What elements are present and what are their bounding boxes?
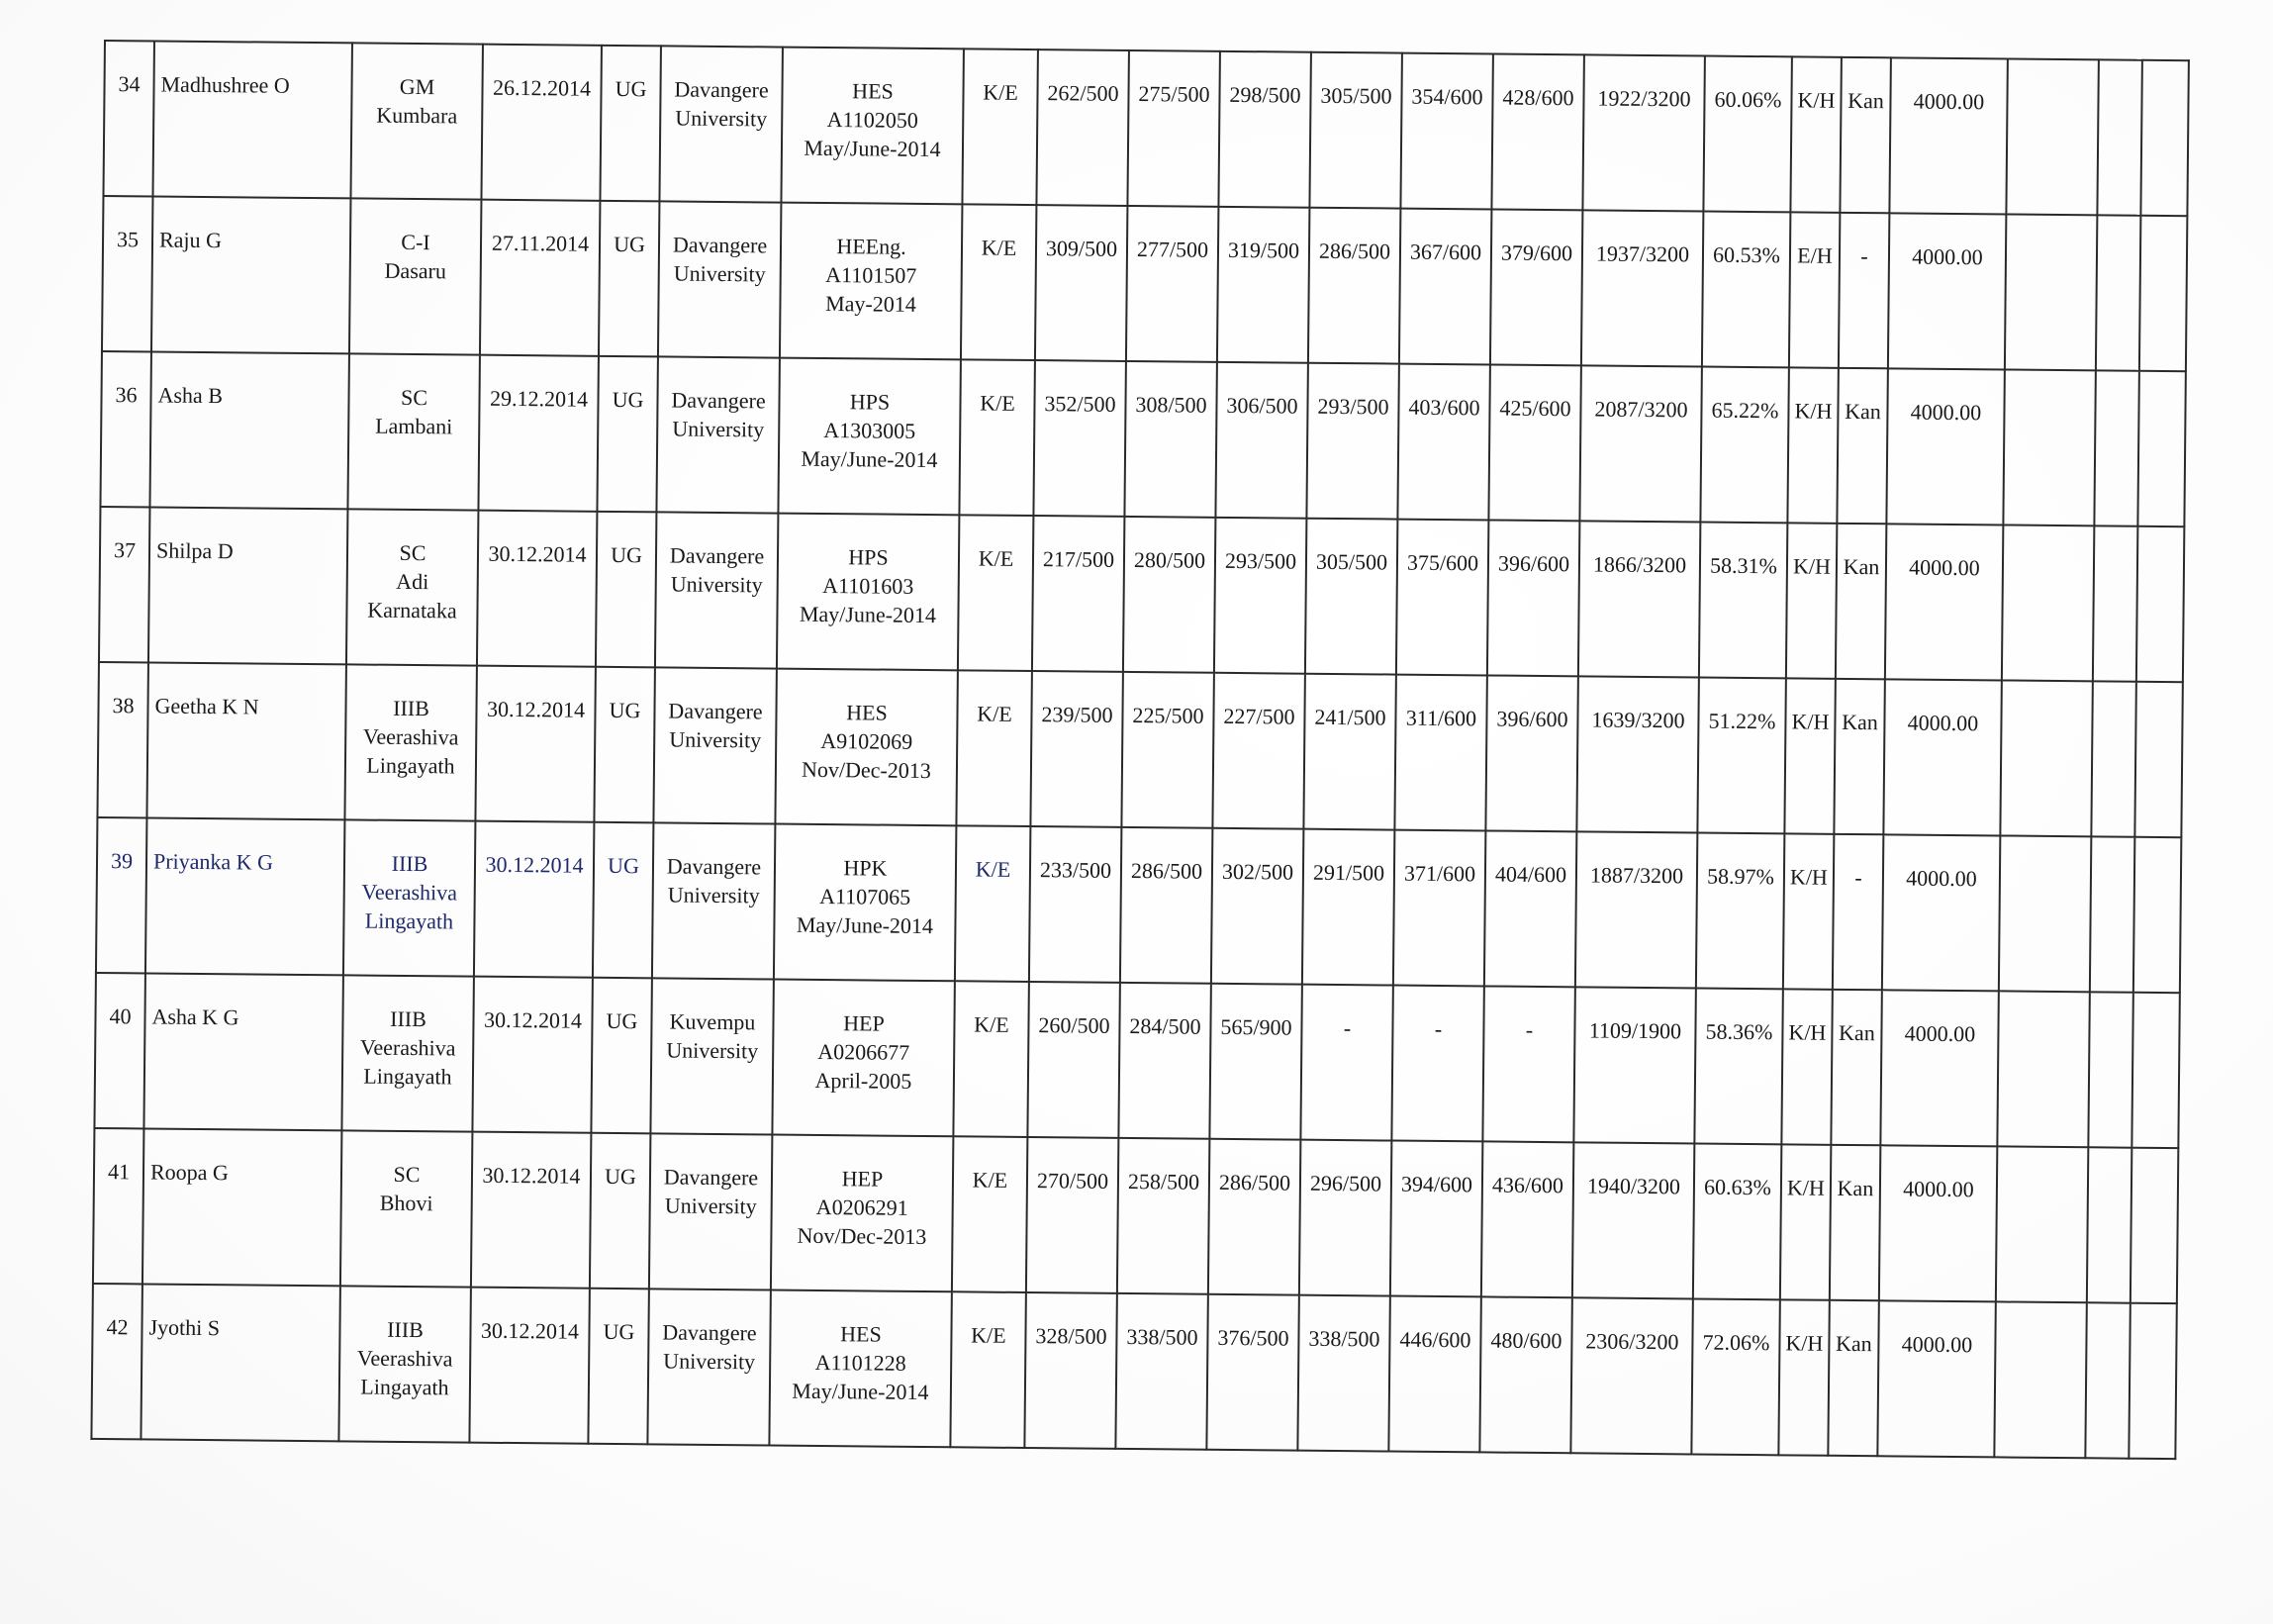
university-name [655,512,779,668]
blank-cell [1996,1146,2089,1302]
university-name-line: University [667,882,760,908]
caste-category-line: IIIB [390,1005,426,1032]
blank-cell [2096,215,2141,370]
university-name [658,201,782,357]
percentage: 60.53% [1702,212,1791,368]
caste-category-line: IIIB [387,1316,424,1343]
subject-marks: 311/600 [1394,675,1487,831]
student-name: Raju G [151,196,350,353]
mother-tongue: Kan [1830,1145,1881,1300]
blank-cell [2136,526,2185,682]
caste-category-line: IIIB [393,695,429,721]
scholarship-amount: 4000.00 [1885,524,2004,680]
exam-details-line: A1101507 [825,262,917,288]
percentage: 60.06% [1703,56,1792,213]
subject-marks: 227/500 [1212,673,1305,829]
university-name-line: Kuvempu [669,1008,756,1035]
student-name: Madhushree O [152,41,351,198]
table-row [102,196,2187,371]
exam-details [769,1290,951,1448]
table-row [93,1128,2178,1303]
language: K/H [1790,56,1842,212]
university-name-line: Davangere [672,232,768,258]
subject-marks: 403/600 [1397,364,1490,521]
subject-marks: 367/600 [1399,209,1492,365]
exam-details [772,980,954,1137]
university-name [647,1289,771,1445]
subject-marks: 352/500 [1033,360,1126,517]
course-level: UG [594,667,655,823]
exam-details-line: A0206677 [817,1038,910,1065]
subject-marks: 293/500 [1306,363,1399,520]
subject-marks: 338/500 [1115,1293,1208,1450]
subject-marks: 258/500 [1117,1138,1210,1294]
exam-details [774,824,956,982]
subject-marks: 446/600 [1388,1296,1481,1453]
application-date: 30.12.2014 [477,511,598,667]
scholarship-amount: 4000.00 [1888,213,2007,369]
scholarship-table-wrapper [90,40,2189,1460]
exam-details [780,203,962,360]
mother-tongue: Kan [1834,679,1885,834]
caste-category [340,1130,473,1287]
exam-details-line: A0206291 [815,1194,908,1220]
blank-cell [2094,370,2139,525]
university-name-line: Davangere [666,853,762,880]
subject-marks: 241/500 [1303,674,1396,830]
exam-details-line: HES [840,1321,882,1347]
subject-marks: 354/600 [1400,53,1493,210]
subject-marks: 379/600 [1490,209,1583,365]
exam-details-line: May/June-2014 [792,1378,929,1405]
mother-tongue: Kan [1840,57,1891,213]
table-row [100,351,2185,526]
caste-category-line: Lingayath [360,1374,449,1400]
subject-marks: 298/500 [1218,51,1311,208]
blank-cell [2088,992,2133,1147]
subject-marks: 436/600 [1481,1141,1574,1297]
exam-details-line: A1107065 [819,883,911,909]
subject-marks: 404/600 [1484,830,1577,987]
medium: K/E [955,825,1031,982]
exam-details-line: A1303005 [823,418,916,443]
total-marks: 1866/3200 [1578,521,1701,677]
caste-category-line: Veerashiva [359,1034,456,1061]
language: K/H [1786,523,1838,678]
serial-number: 37 [99,507,150,662]
student-name: Jyothi S [141,1284,339,1441]
medium: K/E [952,1136,1028,1292]
total-marks: 1940/3200 [1572,1142,1695,1298]
university-name-line: Davangere [663,1164,759,1191]
serial-number: 40 [94,973,145,1128]
exam-details-line: May/June-2014 [799,601,937,628]
total-marks: 2306/3200 [1570,1297,1693,1454]
serial-number: 39 [96,817,147,973]
language: E/H [1789,212,1841,367]
subject-marks: 394/600 [1390,1141,1483,1297]
subject-marks: 308/500 [1124,361,1217,518]
language: K/H [1781,989,1833,1144]
caste-category-line: Veerashiva [356,1345,453,1372]
university-name-line: University [669,726,762,753]
table-row [94,973,2179,1148]
subject-marks: 217/500 [1032,516,1125,672]
exam-details [775,669,957,826]
course-level: UG [590,1133,651,1290]
subject-marks: 262/500 [1036,49,1129,206]
subject-marks: 396/600 [1485,675,1578,831]
subject-marks: 425/600 [1488,364,1581,521]
caste-category-line: SC [399,539,426,566]
medium: K/E [953,981,1029,1137]
blank-cell [2005,214,2098,370]
university-name-line: University [664,1193,757,1219]
subject-marks: 284/500 [1118,983,1211,1139]
student-name: Asha B [149,351,348,509]
university-name-line: University [675,105,768,132]
blank-cell [2003,369,2096,525]
university-name [649,1133,773,1290]
blank-cell [2139,216,2188,371]
course-level: UG [593,822,654,979]
percentage: 72.06% [1691,1298,1780,1455]
application-date: 26.12.2014 [481,45,602,201]
student-name: Shilpa D [148,507,347,664]
subject-marks: 428/600 [1491,53,1584,210]
percentage: 65.22% [1700,367,1789,524]
caste-category-line: SC [393,1161,421,1188]
blank-cell [2097,59,2142,215]
blank-cell [2090,836,2135,992]
scholarship-table [90,40,2189,1460]
subject-marks: 291/500 [1302,829,1395,986]
scholarship-amount: 4000.00 [1883,679,2002,835]
university-name-line: University [673,260,766,287]
table-row [97,662,2182,837]
blank-cell [2140,60,2189,216]
course-level: UG [596,512,657,668]
exam-details-line: Nov/Dec-2013 [797,1222,927,1250]
exam-details-line: A1101603 [822,572,914,599]
university-name-line: Davangere [669,542,765,569]
subject-marks: 296/500 [1299,1140,1392,1296]
language: K/H [1784,678,1836,833]
serial-number: 36 [100,351,151,507]
course-level: UG [591,978,652,1134]
exam-details-line: HES [846,700,888,725]
subject-marks: 319/500 [1217,207,1310,363]
subject-marks: 270/500 [1026,1137,1119,1293]
blank-cell [2134,682,2183,837]
language: K/H [1778,1299,1830,1455]
medium: K/E [962,48,1038,205]
exam-details-line: HEEng. [836,234,906,259]
scholarship-amount: 4000.00 [1879,1145,1998,1301]
exam-details-line: May/June-2014 [801,445,938,473]
subject-marks: 275/500 [1127,50,1220,207]
subject-marks: 233/500 [1029,826,1122,983]
caste-category [338,1286,471,1442]
exam-details-line: A1101228 [814,1349,906,1376]
medium: K/E [961,204,1037,360]
blank-cell [2000,680,2093,836]
application-date: 30.12.2014 [474,821,595,978]
subject-marks: 286/500 [1308,208,1401,364]
subject-marks: 302/500 [1211,828,1304,985]
application-date: 30.12.2014 [475,666,596,822]
university-name-line: University [670,571,763,598]
subject-marks: 280/500 [1123,517,1216,673]
student-name: Geetha K N [146,662,345,819]
subject-marks: 239/500 [1030,671,1123,827]
total-marks: 1109/1900 [1573,987,1696,1143]
table-row [99,507,2184,682]
university-name-line: Davangere [674,76,769,103]
subject-marks: 286/500 [1120,827,1213,984]
caste-category [343,819,476,976]
university-name [650,978,774,1134]
blank-cell [2137,371,2186,526]
caste-category [350,43,483,199]
exam-details [781,48,963,205]
mother-tongue: Kan [1831,990,1882,1145]
serial-number: 41 [93,1128,144,1284]
exam-details-line: HPK [843,855,888,881]
caste-category-line: Lingayath [366,752,455,779]
subject-marks: - [1391,986,1484,1142]
table-row [91,1284,2176,1459]
university-name-line: University [666,1037,759,1064]
subject-marks: 306/500 [1215,362,1308,519]
medium: K/E [950,1291,1026,1448]
student-name: Roopa G [142,1128,341,1286]
medium: K/E [959,359,1035,516]
subject-marks: 225/500 [1121,672,1214,828]
university-name-line: Davangere [662,1319,757,1346]
scholarship-amount: 4000.00 [1889,57,2008,214]
subject-marks: 277/500 [1126,206,1219,362]
percentage: 58.36% [1694,988,1783,1144]
percentage: 58.31% [1699,523,1788,679]
university-name-line: University [672,416,765,442]
university-name-line: Davangere [668,698,763,724]
exam-details [771,1135,953,1292]
subject-marks: 305/500 [1309,52,1402,209]
total-marks: 1639/3200 [1576,676,1699,832]
course-level: UG [599,201,660,357]
percentage: 60.63% [1693,1143,1782,1299]
exam-details-line: A1102050 [826,107,918,133]
caste-category-line: Lambani [375,413,453,439]
caste-category-line: Veerashiva [361,879,458,906]
application-date: 30.12.2014 [469,1288,590,1444]
total-marks: 2087/3200 [1579,365,1702,522]
student-name: Asha K G [143,973,342,1130]
subject-marks: 396/600 [1487,520,1580,676]
subject-marks: 286/500 [1208,1139,1301,1295]
caste-category-line: IIIB [391,850,428,877]
caste-category-line: Lingayath [363,1063,452,1090]
application-date: 30.12.2014 [472,977,593,1133]
exam-details-line: Nov/Dec-2013 [801,756,931,784]
blank-cell [1997,991,2090,1147]
blank-cell [2129,1303,2177,1459]
subject-marks: 480/600 [1479,1296,1572,1453]
exam-details-line: May-2014 [825,291,916,317]
subject-marks: 328/500 [1024,1292,1117,1449]
caste-category-line: Veerashiva [362,723,459,750]
percentage: 51.22% [1697,678,1786,834]
total-marks: 1922/3200 [1582,54,1705,211]
subject-marks: 565/900 [1209,984,1302,1140]
mother-tongue: Kan [1837,368,1888,524]
caste-category-line: Dasaru [384,257,447,284]
serial-number: 35 [102,196,153,351]
subject-marks: 260/500 [1027,982,1120,1138]
university-name [653,667,777,823]
exam-details-line: A9102069 [820,727,913,754]
serial-number: 42 [91,1284,142,1439]
subject-marks: 305/500 [1305,519,1398,675]
exam-details-line: HES [852,78,894,104]
caste-category [347,353,480,510]
caste-category-line: Bhovi [379,1190,433,1216]
exam-details-line: May/June-2014 [804,135,941,162]
university-name [656,356,780,513]
scholarship-amount: 4000.00 [1877,1300,1996,1457]
university-name [652,822,776,979]
table-row [96,817,2181,993]
serial-number: 38 [97,662,148,817]
exam-details [777,514,959,671]
exam-details-line: April-2005 [814,1067,912,1094]
scholarship-amount: 4000.00 [1886,368,2005,525]
exam-details-line: May/June-2014 [796,911,934,939]
blank-cell [2085,1302,2131,1458]
university-name-line: Davangere [671,387,766,414]
application-date: 29.12.2014 [478,355,599,512]
caste-category [341,975,474,1131]
caste-category-line: C-I [401,229,430,255]
caste-category-line: Adi [396,568,429,595]
exam-details [778,358,960,516]
student-name: Priyanka K G [145,817,344,975]
caste-category-line: Karnataka [367,597,457,623]
exam-details-line: HEP [841,1166,884,1192]
subject-marks: - [1300,985,1393,1141]
blank-cell [1999,835,2092,992]
caste-category [344,664,477,820]
serial-number: 34 [103,41,154,196]
blank-cell [2002,525,2095,681]
subject-marks: 293/500 [1214,518,1307,674]
mother-tongue: - [1839,213,1890,368]
language: K/H [1780,1144,1832,1299]
scholarship-amount: 4000.00 [1882,834,2001,991]
course-level: UG [588,1289,649,1445]
blank-cell [2131,1148,2179,1303]
application-date: 27.11.2014 [480,200,601,356]
percentage: 58.97% [1696,832,1785,989]
application-date: 30.12.2014 [471,1132,592,1289]
subject-marks: 376/500 [1206,1294,1299,1451]
blank-cell [2091,681,2136,836]
blank-cell [1994,1301,2087,1458]
exam-details-line: HEP [843,1010,885,1036]
subject-marks: 309/500 [1035,205,1128,361]
course-level: UG [597,356,658,513]
university-name [659,46,783,202]
caste-category [346,509,479,665]
scholarship-amount: 4000.00 [1880,990,1999,1146]
blank-cell [2133,837,2182,993]
caste-category-line: GM [399,73,435,100]
language: K/H [1783,833,1835,989]
subject-marks: 371/600 [1393,830,1486,987]
exam-details-line: HPS [848,544,889,570]
caste-category [349,198,482,354]
course-level: UG [600,46,661,202]
exam-details-line: HPS [849,389,891,415]
blank-cell [2093,525,2138,681]
caste-category-line: Kumbara [376,102,458,129]
mother-tongue: - [1833,834,1884,990]
mother-tongue: Kan [1828,1300,1879,1456]
medium: K/E [958,515,1034,671]
blank-cell [2006,58,2099,215]
medium: K/E [956,670,1032,826]
blank-cell [2087,1147,2132,1302]
caste-category-line: Lingayath [364,908,454,934]
caste-category-line: SC [400,384,428,411]
table-body [91,41,2188,1459]
university-name-line: University [663,1348,756,1375]
language: K/H [1787,367,1839,523]
subject-marks: 375/600 [1396,520,1489,676]
blank-cell [2131,993,2180,1148]
total-marks: 1937/3200 [1581,210,1704,366]
total-marks: 1887/3200 [1575,831,1698,988]
mother-tongue: Kan [1836,524,1887,679]
subject-marks: - [1482,986,1575,1142]
subject-marks: 338/500 [1297,1295,1390,1452]
table-row [103,41,2188,216]
